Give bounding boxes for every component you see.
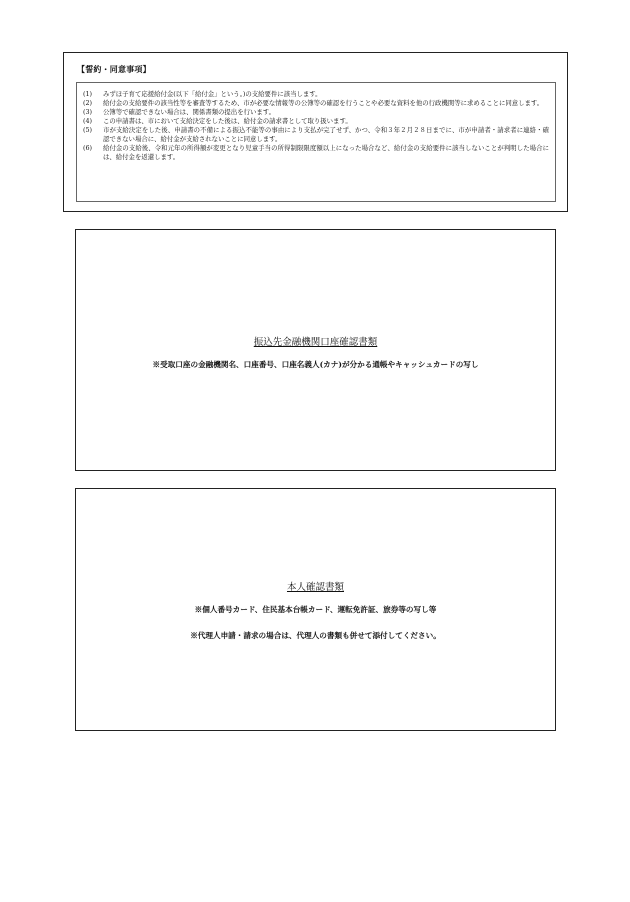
pledge-item	[83, 99, 549, 108]
proxy-document-note: ※代理人申請・請求の場合は、代理人の書類も併せて添付してください。	[190, 631, 441, 640]
pledge-item-number: (5)	[83, 126, 93, 134]
pledge-item-number: (1)	[83, 90, 93, 98]
pledge-item	[83, 117, 549, 126]
identity-document-note: ※個人番号カード、住民基本台帳カード、運転免許証、旅券等の写し等	[194, 605, 437, 614]
pledge-item	[83, 126, 549, 144]
pledge-item	[83, 90, 549, 99]
identity-document-title: 本人確認書類	[286, 582, 344, 593]
pledge-item	[83, 108, 549, 117]
pledge-item-number: (6)	[83, 144, 93, 152]
pledge-item	[83, 144, 549, 162]
pledge-consent-box	[63, 52, 568, 212]
pledge-items-list	[76, 82, 556, 202]
pledge-item-number: (2)	[83, 99, 93, 107]
pledge-item-text: この申請書は、市において支給決定をした後は、給付金の請求書として取り扱います。	[103, 117, 352, 125]
pledge-item-number: (3)	[83, 108, 93, 116]
bank-document-title: 振込先金融機関口座確認書類	[253, 337, 378, 348]
pledge-item-number: (4)	[83, 117, 93, 125]
pledge-item-text: 市が支給決定をした後、申請書の不備による振込不能等の事由により支払が完了せず、かつ、令和３年２月２８日までに、市が申請者・請求者に連絡・確認できない場合に、給付金が支給されないことに同意します。	[103, 126, 549, 143]
pledge-item-text: 給付金の支給後、令和元年の所得額が変更となり児童手当の所得制限限度額以上になった場合など、給付金の支給要件に該当しないことが判明した場合には、給付金を返還します。	[103, 144, 549, 161]
bank-document-note: ※受取口座の金融機関名、口座番号、口座名義人(カナ)が分かる通帳やキャッシュカードの写し	[152, 360, 479, 369]
pledge-item-text: 公簿等で確認できない場合は、関係書類の提出を行います。	[103, 108, 276, 116]
pledge-title: 【誓約・同意事項】	[77, 64, 151, 74]
pledge-item-text: みずほ子育て応援給付金(以下「給付金」という。)の支給要件に該当します。	[103, 90, 322, 98]
pledge-item-text: 給付金の支給要件の該当性等を審査等するため、市が必要な情報等の公簿等の確認を行うことや必要な資料を他の行政機関等に求めることに同意します。	[103, 99, 544, 107]
bank-account-document-area	[75, 229, 556, 471]
identity-document-area	[75, 488, 556, 731]
